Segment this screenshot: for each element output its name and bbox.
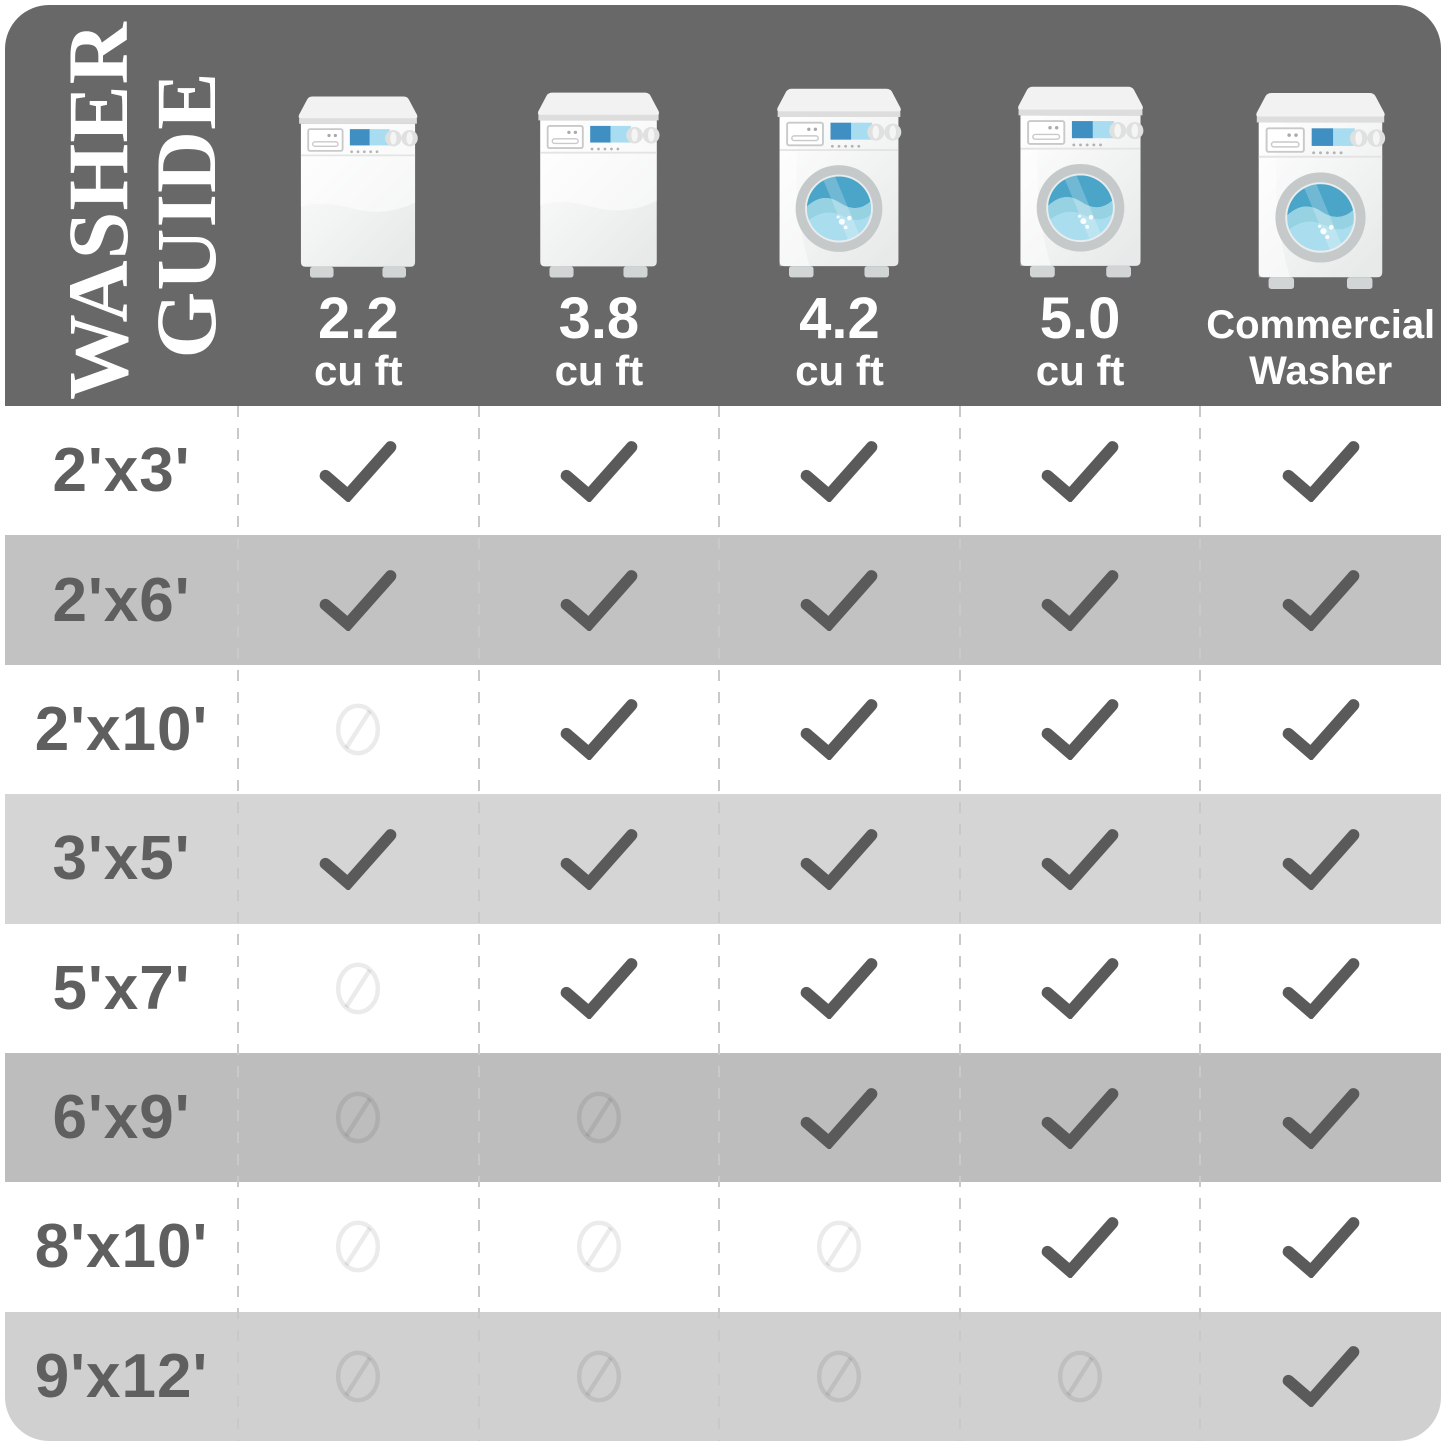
cell-fits xyxy=(719,1053,960,1182)
cell-fits xyxy=(238,406,479,535)
check-icon xyxy=(1282,569,1360,631)
front-load-washer-icon xyxy=(768,84,910,284)
cell-fits xyxy=(1200,1182,1441,1311)
front-load-washer-icon xyxy=(1009,82,1152,284)
rug-size-label: 2'x3' xyxy=(52,436,191,506)
column-separator xyxy=(1199,406,1201,1441)
check-icon xyxy=(1041,440,1119,502)
check-icon xyxy=(1282,698,1360,760)
cell-does-not-fit xyxy=(719,1182,960,1311)
capacity-value: 5.0 xyxy=(1039,285,1121,351)
commercial-washer-label: Commercial Washer xyxy=(1206,303,1436,393)
cell-does-not-fit xyxy=(479,1182,720,1311)
not-suitable-icon xyxy=(326,1213,390,1280)
capacity-unit: cu ft xyxy=(554,346,644,394)
not-suitable-icon xyxy=(326,1084,390,1151)
title-block xyxy=(5,5,238,406)
cell-does-not-fit xyxy=(238,1053,479,1182)
table-row-9x12 xyxy=(5,1312,1441,1441)
cell-fits xyxy=(1200,406,1441,535)
capacity-unit: cu ft xyxy=(795,346,884,394)
top-load-washer-icon xyxy=(529,88,668,284)
check-icon xyxy=(800,1087,878,1149)
table-row-2x10 xyxy=(5,665,1441,794)
cell-fits xyxy=(960,1182,1201,1311)
not-suitable-icon xyxy=(567,1343,631,1410)
table-row-3x5 xyxy=(5,794,1441,923)
cell-fits xyxy=(960,794,1201,923)
not-suitable-icon xyxy=(567,1213,631,1280)
check-icon xyxy=(1282,1087,1360,1149)
cell-fits xyxy=(1200,665,1441,794)
table-row-2x6 xyxy=(5,535,1441,664)
capacity-unit: cu ft xyxy=(1035,346,1125,394)
check-icon xyxy=(1041,828,1119,890)
rug-size-label: 2'x10' xyxy=(34,694,209,764)
cell-fits xyxy=(1200,924,1441,1053)
not-suitable-icon xyxy=(807,1213,871,1280)
table-row-2x3 xyxy=(5,406,1441,535)
column-separator xyxy=(237,406,239,1441)
check-icon xyxy=(319,440,397,502)
check-icon xyxy=(319,569,397,631)
cell-does-not-fit xyxy=(719,1312,960,1441)
check-icon xyxy=(800,828,878,890)
not-suitable-icon xyxy=(807,1343,871,1410)
column-separator xyxy=(478,406,480,1441)
check-icon xyxy=(1282,440,1360,502)
cell-fits xyxy=(1200,535,1441,664)
rug-size-label: 5'x7' xyxy=(52,953,191,1023)
cell-fits xyxy=(960,924,1201,1053)
cell-fits xyxy=(960,665,1201,794)
column-header-4 xyxy=(960,5,1201,406)
check-icon xyxy=(560,957,638,1019)
column-header-1 xyxy=(238,5,479,406)
column-label xyxy=(1205,302,1437,394)
cell-does-not-fit xyxy=(960,1312,1201,1441)
table-row-8x10 xyxy=(5,1182,1441,1311)
cell-fits xyxy=(960,1053,1201,1182)
rug-size-label: 6'x9' xyxy=(52,1083,191,1153)
check-icon xyxy=(1041,1216,1119,1278)
not-suitable-icon xyxy=(326,1343,390,1410)
cell-does-not-fit xyxy=(479,1312,720,1441)
capacity-unit: cu ft xyxy=(313,346,403,394)
column-separator xyxy=(718,406,720,1441)
cell-fits xyxy=(719,924,960,1053)
cell-does-not-fit xyxy=(479,1053,720,1182)
column-label xyxy=(554,285,644,394)
check-icon xyxy=(800,957,878,1019)
cell-fits xyxy=(1200,794,1441,923)
cell-fits xyxy=(960,535,1201,664)
not-suitable-icon xyxy=(1048,1343,1112,1410)
capacity-value: 4.2 xyxy=(799,285,880,351)
check-icon xyxy=(1041,957,1119,1019)
check-icon xyxy=(1041,1087,1119,1149)
washer-guide-infographic xyxy=(5,5,1441,1441)
cell-fits xyxy=(238,794,479,923)
check-icon xyxy=(319,828,397,890)
cell-fits xyxy=(719,665,960,794)
cell-fits xyxy=(479,406,720,535)
cell-fits xyxy=(719,794,960,923)
check-icon xyxy=(1041,569,1119,631)
cell-fits xyxy=(1200,1053,1441,1182)
cell-fits xyxy=(238,535,479,664)
check-icon xyxy=(1282,828,1360,890)
check-icon xyxy=(800,569,878,631)
cell-fits xyxy=(960,406,1201,535)
table-row-6x9 xyxy=(5,1053,1441,1182)
check-icon xyxy=(560,569,638,631)
cell-fits xyxy=(479,794,720,923)
cell-does-not-fit xyxy=(238,1312,479,1441)
check-icon xyxy=(560,698,638,760)
cell-fits xyxy=(479,665,720,794)
page-title-line-1: WASHER xyxy=(50,21,146,400)
rug-size-label: 3'x5' xyxy=(52,824,191,894)
cell-fits xyxy=(479,535,720,664)
header xyxy=(5,5,1441,406)
cell-fits xyxy=(719,535,960,664)
rug-size-label: 8'x10' xyxy=(34,1212,209,1282)
column-separator xyxy=(959,406,961,1441)
check-icon xyxy=(1282,1216,1360,1278)
cell-does-not-fit xyxy=(238,1182,479,1311)
check-icon xyxy=(800,440,878,502)
cell-fits xyxy=(1200,1312,1441,1441)
column-label xyxy=(1035,285,1125,394)
cell-does-not-fit xyxy=(238,665,479,794)
front-load-washer-icon xyxy=(1247,88,1394,296)
cell-fits xyxy=(479,924,720,1053)
not-suitable-icon xyxy=(326,696,390,763)
check-icon xyxy=(560,828,638,890)
capacity-value: 2.2 xyxy=(317,285,399,351)
check-icon xyxy=(1282,1345,1360,1407)
check-icon xyxy=(560,440,638,502)
compatibility-table xyxy=(5,406,1441,1441)
cell-does-not-fit xyxy=(238,924,479,1053)
table-row-5x7 xyxy=(5,924,1441,1053)
not-suitable-icon xyxy=(567,1084,631,1151)
rug-size-label: 2'x6' xyxy=(52,565,191,635)
column-header-3 xyxy=(719,5,960,406)
page-title-line-2: GUIDE xyxy=(138,71,234,359)
check-icon xyxy=(1041,698,1119,760)
top-load-washer-icon xyxy=(290,92,426,284)
column-label xyxy=(313,285,403,394)
column-label xyxy=(795,285,884,394)
check-icon xyxy=(1282,957,1360,1019)
capacity-value: 3.8 xyxy=(558,285,640,351)
not-suitable-icon xyxy=(326,955,390,1022)
cell-fits xyxy=(719,406,960,535)
column-header-2 xyxy=(479,5,720,406)
column-header-5 xyxy=(1200,5,1441,406)
rug-size-label: 9'x12' xyxy=(34,1341,209,1411)
check-icon xyxy=(800,698,878,760)
